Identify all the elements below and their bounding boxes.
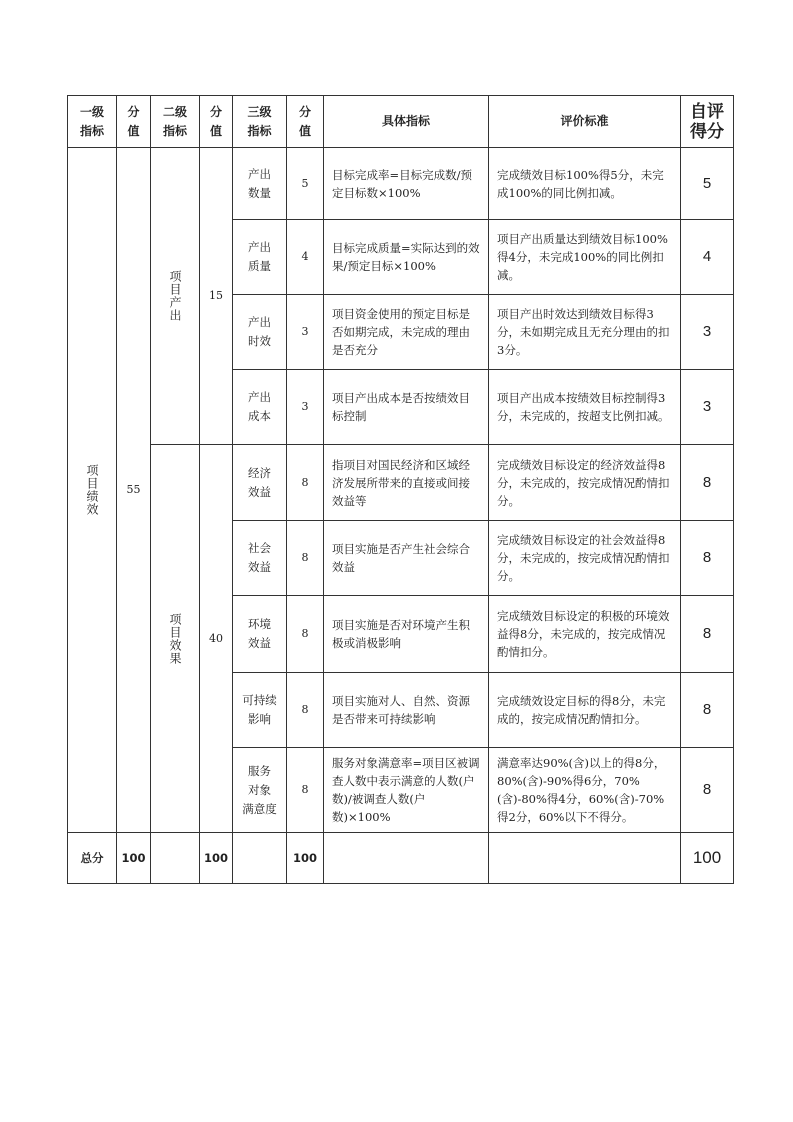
criteria-text: 完成绩效设定目标的得8分，未完成的，按完成情况酌情扣分。	[489, 673, 681, 748]
indicator-text: 项目实施对人、自然、资源是否带来可持续影响	[324, 673, 489, 748]
level2-score: 40	[200, 445, 233, 833]
self-score: 4	[681, 220, 734, 295]
level2-name-cell	[151, 445, 200, 833]
level2-name-cell	[151, 148, 200, 445]
total-label: 总分	[68, 833, 117, 884]
criteria-text: 项目产出成本按绩效目标控制得3分，未完成的，按超支比例扣减。	[489, 370, 681, 445]
indicator-text: 目标完成质量=实际达到的效果/预定目标×100%	[324, 220, 489, 295]
level3-name: 社会 效益	[233, 521, 287, 596]
criteria-text: 满意率达90%(含)以上的得8分，80%(含)-90%得6分，70%(含)-80%得4分，60%(含)-70%得2分，60%以下不得分。	[489, 748, 681, 833]
level2-name: 项目效果	[168, 612, 182, 665]
level3-name: 产出 时效	[233, 295, 287, 370]
header-specific-indicator: 具体指标	[324, 96, 489, 148]
level3-score: 4	[287, 220, 324, 295]
level3-score: 8	[287, 596, 324, 673]
self-score: 8	[681, 445, 734, 521]
header-criteria: 评价标准	[489, 96, 681, 148]
self-score: 8	[681, 596, 734, 673]
level3-score: 3	[287, 295, 324, 370]
level1-score: 55	[117, 148, 151, 833]
indicator-text: 目标完成率=目标完成数/预定目标数×100%	[324, 148, 489, 220]
header-score3: 分 值	[287, 96, 324, 148]
header-self-score: 自评 得分	[681, 96, 734, 148]
self-score: 5	[681, 148, 734, 220]
self-score: 3	[681, 370, 734, 445]
header-level2: 二级 指标	[151, 96, 200, 148]
level3-name: 产出 成本	[233, 370, 287, 445]
total-empty-cell	[151, 833, 200, 884]
criteria-text: 项目产出质量达到绩效目标100%得4分，未完成100%的同比例扣减。	[489, 220, 681, 295]
criteria-text: 完成绩效目标100%得5分，未完成100%的同比例扣减。	[489, 148, 681, 220]
total-self-score: 100	[681, 833, 734, 884]
level1-name-cell	[68, 148, 117, 833]
level3-score: 3	[287, 370, 324, 445]
level2-score: 15	[200, 148, 233, 445]
criteria-text: 项目产出时效达到绩效目标得3分，未如期完成且无充分理由的扣3分。	[489, 295, 681, 370]
self-score: 8	[681, 521, 734, 596]
evaluation-table	[67, 95, 734, 884]
level3-name: 服务 对象 满意度	[233, 748, 287, 833]
criteria-text: 完成绩效目标设定的社会效益得8分，未完成的，按完成情况酌情扣分。	[489, 521, 681, 596]
criteria-text: 完成绩效目标设定的经济效益得8分，未完成的，按完成情况酌情扣分。	[489, 445, 681, 521]
self-score: 8	[681, 748, 734, 833]
self-score: 8	[681, 673, 734, 748]
indicator-text: 项目资金使用的预定目标是否如期完成，未完成的理由是否充分	[324, 295, 489, 370]
level3-score: 8	[287, 445, 324, 521]
total-score3: 100	[287, 833, 324, 884]
indicator-text: 项目实施是否产生社会综合效益	[324, 521, 489, 596]
level3-score: 8	[287, 673, 324, 748]
total-empty-cell	[324, 833, 489, 884]
indicator-text: 项目产出成本是否按绩效目标控制	[324, 370, 489, 445]
level3-score: 8	[287, 748, 324, 833]
total-empty-cell	[233, 833, 287, 884]
header-score2: 分 值	[200, 96, 233, 148]
level2-name: 项目产出	[168, 270, 182, 322]
indicator-text: 指项目对国民经济和区域经济发展所带来的直接或间接效益等	[324, 445, 489, 521]
level3-name: 产出 质量	[233, 220, 287, 295]
level3-score: 8	[287, 521, 324, 596]
level3-name: 经济 效益	[233, 445, 287, 521]
total-score2: 100	[200, 833, 233, 884]
level3-name: 环境 效益	[233, 596, 287, 673]
level3-name: 可持续 影响	[233, 673, 287, 748]
header-level1: 一级 指标	[68, 96, 117, 148]
indicator-text: 服务对象满意率=项目区被调查人数中表示满意的人数(户数)/被调查人数(户数)×100%	[324, 748, 489, 833]
self-score: 3	[681, 295, 734, 370]
indicator-text: 项目实施是否对环境产生积极或消极影响	[324, 596, 489, 673]
total-score1: 100	[117, 833, 151, 884]
level3-name: 产出 数量	[233, 148, 287, 220]
header-score1: 分 值	[117, 96, 151, 148]
criteria-text: 完成绩效目标设定的积极的环境效益得8分，未完成的，按完成情况酌情扣分。	[489, 596, 681, 673]
total-empty-cell	[489, 833, 681, 884]
level1-name: 项目绩效	[85, 464, 99, 516]
header-level3: 三级 指标	[233, 96, 287, 148]
level3-score: 5	[287, 148, 324, 220]
